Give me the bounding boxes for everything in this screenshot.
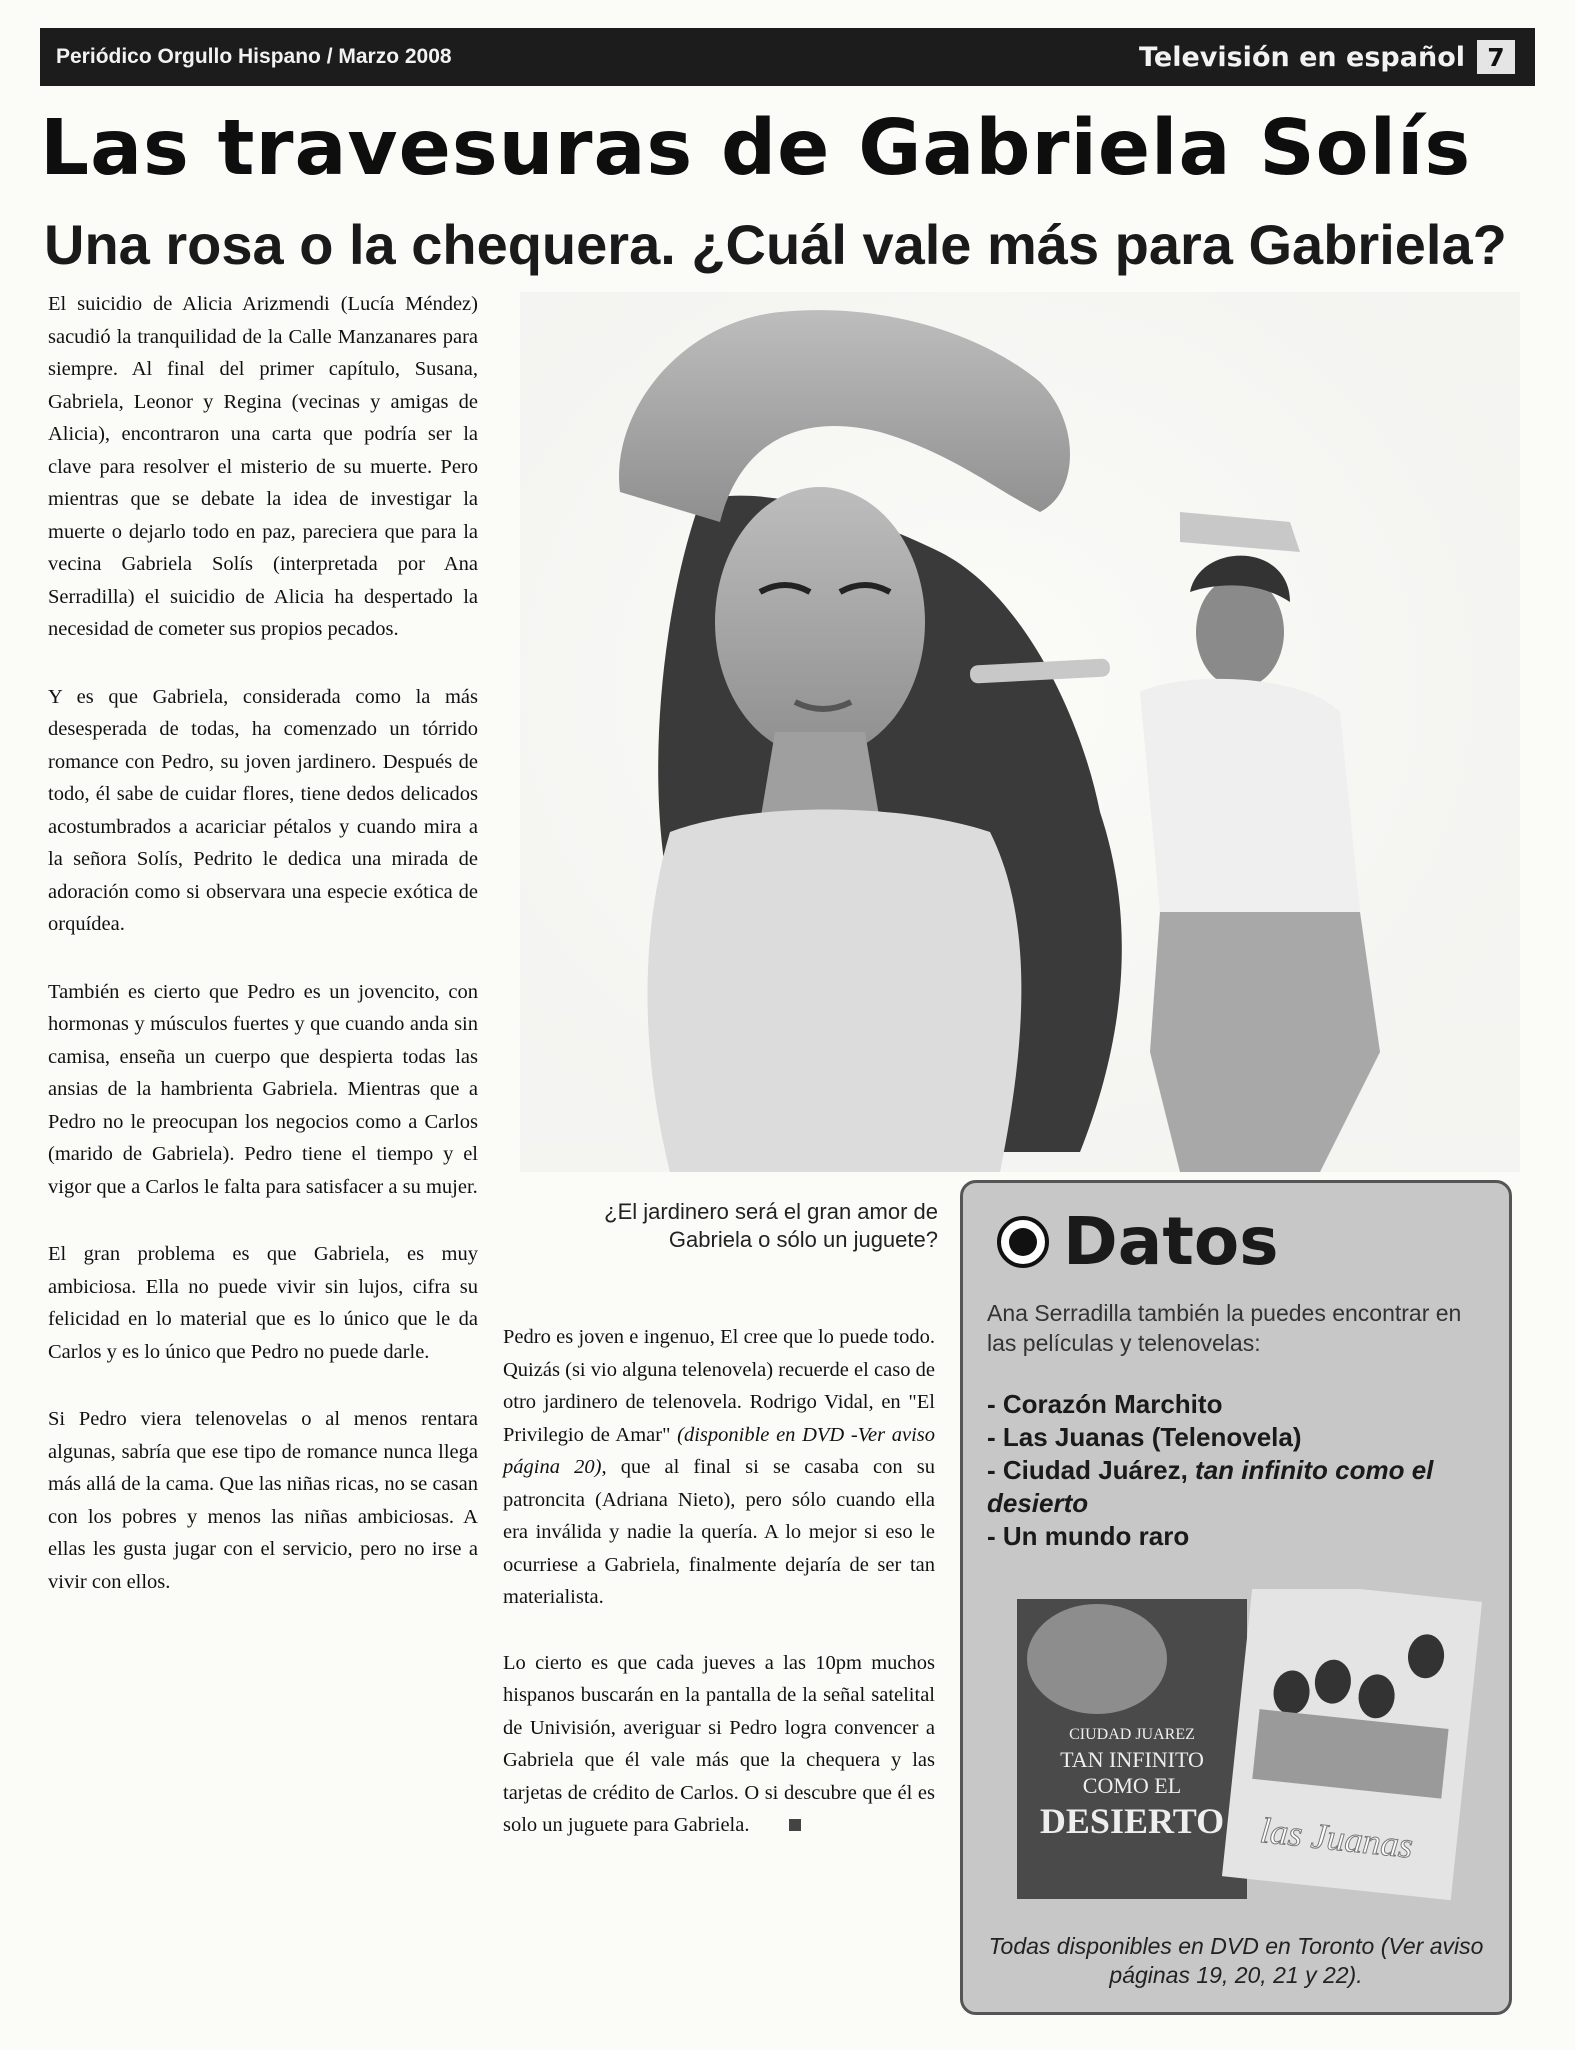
paragraph: El suicidio de Alicia Arizmendi (Lucía Méndez) sacudió la tranquilidad de la Calle Manzanares para siempre. Al final del primer capítulo, Susana, Gabriela, Leonor y Regina (vecinas y amigas de Alicia), encontraron una carta que podría ser la clave para resolver el misterio de su muerte. Pero mientras que se debate la idea de investigar la muerte o dejarlo todo en paz, pareciera que para la vecina Gabriela Solís (interpretada por Ana Serradilla) el suicidio de Alicia ha despertado la necesidad de cometer sus propios pecados. bbox=[48, 293, 478, 640]
filmography-list bbox=[987, 1388, 1485, 1553]
masthead-bar bbox=[40, 28, 1535, 86]
datos-caption: Todas disponibles en DVD en Toronto (Ver aviso páginas 19, 20, 21 y 22). bbox=[988, 1933, 1484, 1988]
dvd-note: (disponible en DVD -Ver aviso página 20) bbox=[503, 1423, 935, 1478]
feature-photo bbox=[520, 292, 1520, 1172]
paragraph-text: , que al final si se casaba con su patroncita (Adriana Nieto), pero sólo cuando ella era inválida y nadie la quería. A lo mejor si eso le ocurriese a Gabriela, finalmente dejaría de ser tan materialista. bbox=[503, 1456, 935, 1608]
section-label-group bbox=[1139, 40, 1515, 74]
list-item: - Ciudad Juárez, tan infinito como el desierto bbox=[987, 1455, 1434, 1518]
svg-text:las Juanas: las Juanas bbox=[1258, 1810, 1415, 1866]
svg-text:TAN INFINITO: TAN INFINITO bbox=[1060, 1747, 1204, 1772]
list-item: - Las Juanas (Telenovela) bbox=[987, 1422, 1302, 1452]
pull-quote: ¿El jardinero será el gran amor de Gabriela o sólo un juguete? bbox=[604, 1199, 938, 1252]
paragraph bbox=[503, 1647, 935, 1842]
svg-text:COMO EL: COMO EL bbox=[1082, 1773, 1182, 1798]
radio-bullet-icon bbox=[997, 1216, 1049, 1268]
section-label: Televisión en español bbox=[1139, 41, 1465, 73]
list-item: - Corazón Marchito bbox=[987, 1389, 1223, 1419]
publication-date: Periódico Orgullo Hispano / Marzo 2008 bbox=[56, 45, 452, 68]
subheadline: Una rosa o la chequera. ¿Cuál vale más para Gabriela? bbox=[44, 213, 1507, 276]
paragraph: El gran problema es que Gabriela, es muy ambiciosa. Ella no puede vivir sin lujos, cifra su felicidad en lo material que es lo único que le da Carlos y es lo único que Pedro no puede darle. bbox=[48, 1243, 478, 1363]
article-column-2 bbox=[503, 1321, 935, 1875]
paragraph-text: Lo cierto es que cada jueves a las 10pm muchos hispanos buscarán en la pantalla de la señal satelital de Univisión, averiguar si Pedro logra convencer a Gabriela que él vale más que la chequera y las tarjetas de crédito de Carlos. O si descubre que él es solo un juguete para Gabriela. bbox=[503, 1651, 935, 1836]
page-number: 7 bbox=[1477, 40, 1515, 74]
article-column-1 bbox=[48, 288, 478, 1633]
headline: Las travesuras de Gabriela Solís bbox=[40, 104, 1472, 193]
end-mark-icon bbox=[789, 1819, 801, 1831]
dvd-covers bbox=[987, 1589, 1487, 1909]
datos-box bbox=[960, 1180, 1512, 2015]
list-item: - Un mundo raro bbox=[987, 1521, 1190, 1551]
svg-text:DESIERTO: DESIERTO bbox=[1039, 1801, 1225, 1841]
datos-heading bbox=[997, 1203, 1485, 1280]
svg-text:CIUDAD JUAREZ: CIUDAD JUAREZ bbox=[1069, 1726, 1195, 1743]
paragraph: También es cierto que Pedro es un jovencito, con hormonas y músculos fuertes y que cuando anda sin camisa, enseña un cuerpo que despierta todas las ansias de la hambrienta Gabriela. Mientras que a Pedro no le preocupan los negocios como a Carlos (marido de Gabriela). Pedro tiene el tiempo y el vigor que a Carlos le falta para satisfacer a su mujer. bbox=[48, 980, 478, 1198]
paragraph bbox=[503, 1321, 935, 1614]
paragraph-text: Pedro es joven e ingenuo, El cree que lo puede todo. Quizás (si vio alguna telenovela) recuerde el caso de otro jardinero de telenovela. Rodrigo Vidal, en "El Privilegio de Amar" bbox=[503, 1326, 935, 1446]
datos-intro: Ana Serradilla también la puedes encontrar en las películas y telenovelas: bbox=[987, 1300, 1462, 1356]
paragraph: Si Pedro viera telenovelas o al menos rentara algunas, sabría que ese tipo de romance nunca llega más allá de la cama. Que las niñas ricas, no se casan con los pobres y menos las niñas ambiciosas. A ellas les gusta jugar con el servicio, pero no irse a vivir con ellos. bbox=[48, 1408, 478, 1593]
paragraph: Y es que Gabriela, considerada como la más desesperada de todas, ha comenzado un tórrido romance con Pedro, su joven jardinero. Después de todo, él sabe de cuidar flores, tiene dedos delicados acostumbrados a acariciar pétalos y cuando mira a la señora Solís, Pedrito le dedica una mirada de adoración como si observara una especie exótica de orquídea. bbox=[48, 685, 478, 935]
datos-title: Datos bbox=[1063, 1203, 1279, 1280]
